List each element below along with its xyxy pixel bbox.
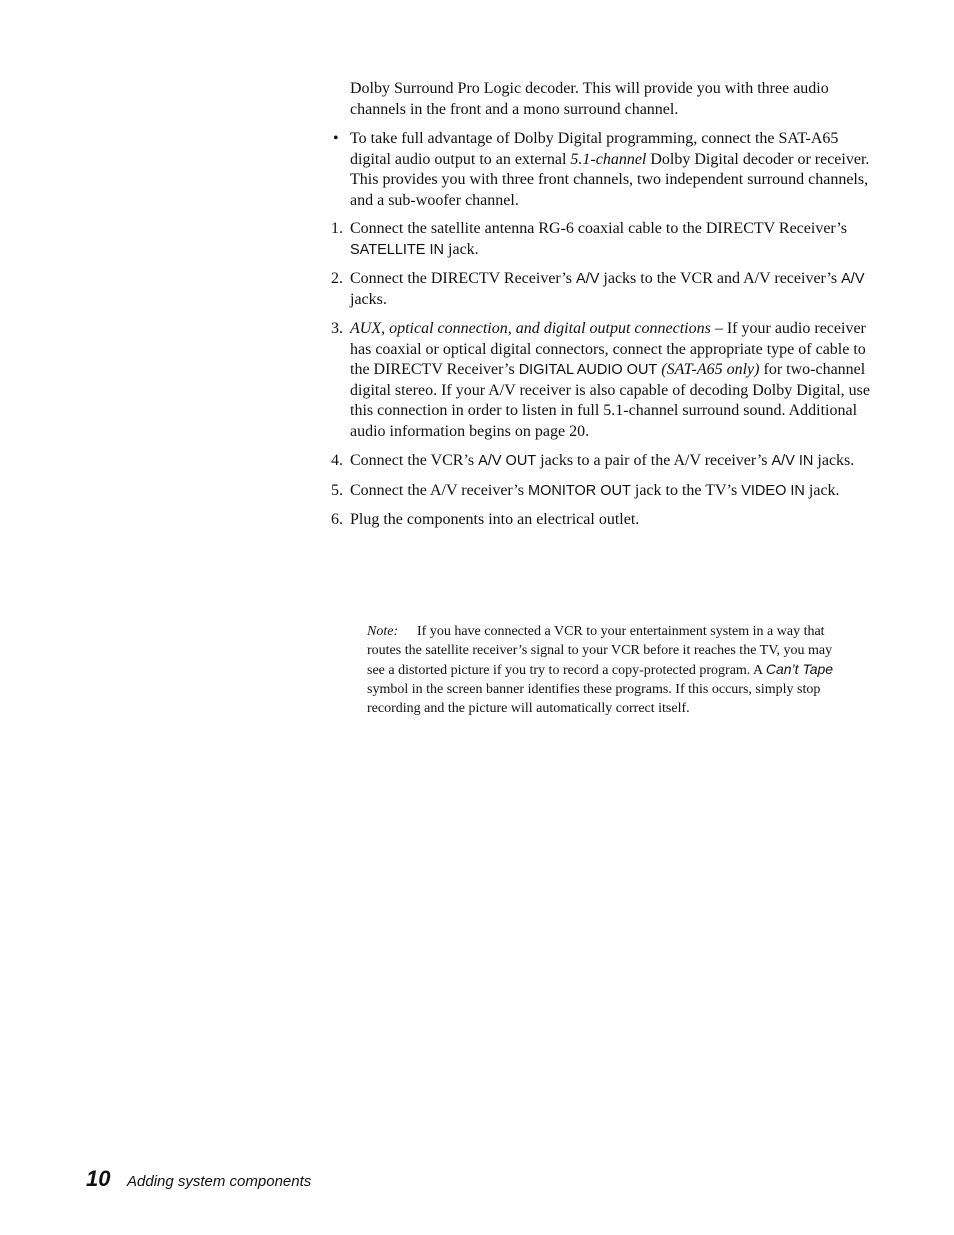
intro-continuation: Dolby Surround Pro Logic decoder. This will provide you with three audio channels in the front and a mono surround channel. [350,80,829,118]
step-2: 2. Connect the DIRECTV Receiver’s A/V jacks to the VCR and A/V receiver’s A/V jacks. [331,270,865,308]
step-4: 4. Connect the VCR’s A/V OUT jacks to a pair of the A/V receiver’s A/V IN jacks. [331,452,855,469]
note-label: Note: [367,624,399,639]
step-6: 6. Plug the components into an electrical outlet. [331,511,640,528]
step-3: 3. AUX, optical connection, and digital output connections – If your audio receiver has coaxial or optical digital connectors, connect the appropriate type of cable to the DIRECTV Receiver’s DIGITAL AUDIO OUT (SAT-A65 only) for two-channel digital stereo. If your A/V receiver is also capable of decoding Dolby Digital, use this connection in order to listen in full 5.1-channel surround sound. Additional audio information begins on page 20. [331,320,870,440]
jack-label: A/V [576,271,600,287]
note-block: Note: If you have connected a VCR to your entertainment system in a way that routes the satellite receiver’s signal to your VCR before it reaches the TV, you may see a distorted picture if you try to record a copy-protected program. A Can’t Tape symbol in the screen banner identifies these programs. If this occurs, simply stop recording and the picture will automatically correct itself. [367,624,834,716]
section-title: Adding system components [127,1173,312,1190]
jack-label: A/V [841,271,865,287]
jack-label: VIDEO IN [741,482,805,499]
step-5: 5. Connect the A/V receiver’s MONITOR OUT jack to the TV’s VIDEO IN jack. [331,481,840,499]
main-content [331,79,871,531]
jack-label: DIGITAL AUDIO OUT [518,362,658,378]
model-note: (SAT-A65 only) [661,361,760,378]
cant-tape-symbol: Can’t Tape [765,661,834,677]
jack-label: SATELLITE IN [350,241,445,258]
jack-label: A/V OUT [478,453,537,469]
step-1: 1. Connect the satellite antenna RG-6 coaxial cable to the DIRECTV Receiver’s SATELLITE IN jack. [331,220,848,258]
emphasis: 5.1-channel [570,150,647,168]
jack-label: A/V IN [771,453,814,469]
jack-label: MONITOR OUT [528,482,631,499]
bullet-item: • To take full advantage of Dolby Digital programming, connect the SAT-A65 digital audio output to an external 5.1-channel Dolby Digital decoder or receiver. This provides you with three front channels, two independent surround channels, and a sub-woofer channel. [333,130,870,209]
bullet-marker: • [333,130,339,147]
step-lead: AUX, optical connection, and digital output connections [350,320,711,337]
page-number: 10 [86,1166,111,1191]
